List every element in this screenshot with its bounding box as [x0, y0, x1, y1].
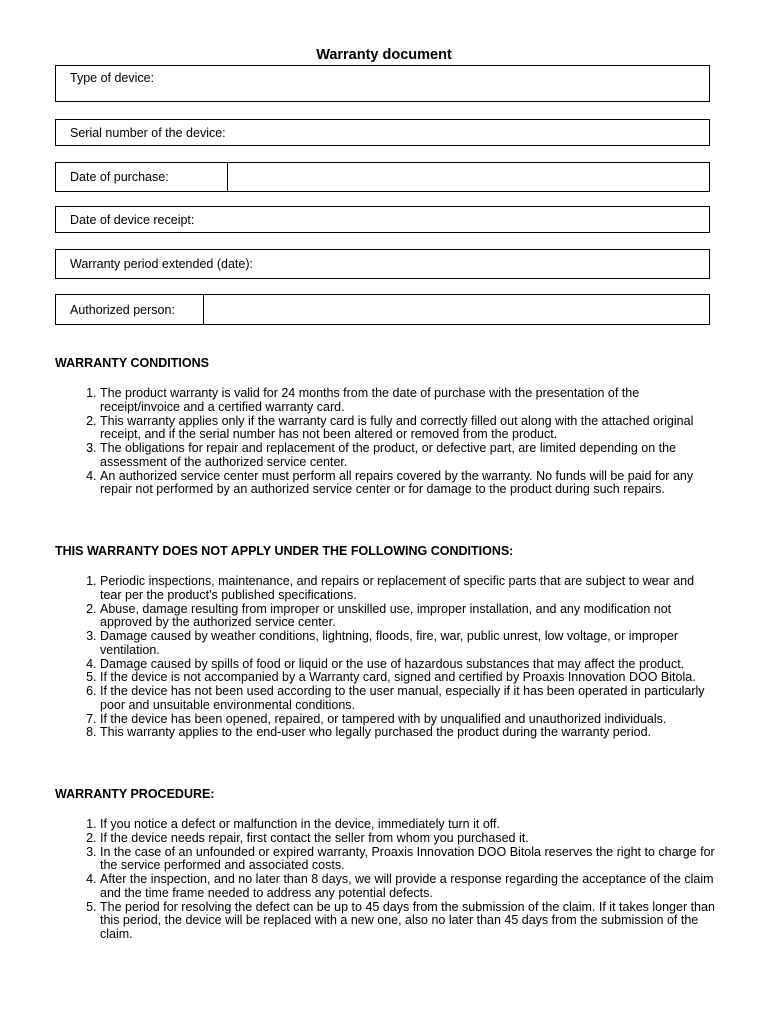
date-of-receipt-field[interactable] [55, 206, 710, 233]
list-item: 2. Abuse, damage resulting from improper or unskilled use, improper installation, and any modification not approved by the authorized service center. [100, 603, 715, 631]
list-item: 1. Periodic inspections, maintenance, and repairs or replacement of specific parts that are subject to wear and tear per the product's published specifications. [100, 575, 715, 603]
list-item: 7. If the device has been opened, repaired, or tampered with by unqualified and unauthorized individuals. [100, 713, 715, 727]
list-item: 1. If you notice a defect or malfunction in the device, immediately turn it off. [100, 818, 715, 832]
authorized-person-label: Authorized person: [70, 302, 175, 317]
list-item: 5. The period for resolving the defect can be up to 45 days from the submission of the claim. If it takes longer than this period, the device will be replaced with a new one, also no later than 45 days from the submission of the claim. [100, 901, 715, 942]
list-item: 1. The product warranty is valid for 24 months from the date of purchase with the presentation of the receipt/invoice and a certified warranty card. [100, 387, 715, 415]
list-item: 8. This warranty applies to the end-user who legally purchased the product during the warranty period. [100, 726, 715, 740]
authorized-person-field [55, 294, 710, 325]
date-of-purchase-value[interactable] [228, 163, 709, 191]
exclusions-heading: THIS WARRANTY DOES NOT APPLY UNDER THE FOLLOWING CONDITIONS: [55, 544, 514, 558]
exclusions-list [55, 575, 715, 740]
list-item: 3. In the case of an unfounded or expired warranty, Proaxis Innovation DOO Bitola reserves the right to charge for the service performed and associated costs. [100, 846, 715, 874]
serial-number-field[interactable] [55, 119, 710, 146]
warranty-conditions-heading: WARRANTY CONDITIONS [55, 356, 209, 370]
date-of-purchase-field [55, 162, 710, 192]
list-item: 3. The obligations for repair and replacement of the product, or defective part, are limited depending on the assessment of the authorized service center. [100, 442, 715, 470]
warranty-extended-field[interactable] [55, 249, 710, 279]
list-item: 4. Damage caused by spills of food or liquid or the use of hazardous substances that may affect the product. [100, 658, 715, 672]
type-of-device-label: Type of device: [70, 71, 155, 85]
warranty-procedure-list [55, 818, 715, 942]
document-title: Warranty document [316, 47, 452, 63]
serial-number-label: Serial number of the device: [70, 125, 226, 140]
warranty-conditions-list [55, 387, 715, 497]
list-item: 5. If the device is not accompanied by a Warranty card, signed and certified by Proaxis Innovation DOO Bitola. [100, 671, 715, 685]
authorized-person-label-cell [56, 295, 204, 324]
type-of-device-field[interactable] [55, 65, 710, 102]
warranty-extended-label: Warranty period extended (date): [70, 257, 253, 271]
date-of-purchase-label-cell [56, 163, 228, 191]
date-of-receipt-label: Date of device receipt: [70, 212, 195, 227]
warranty-procedure-heading: WARRANTY PROCEDURE: [55, 787, 215, 801]
list-item: 2. This warranty applies only if the warranty card is fully and correctly filled out along with the attached original receipt, and if the serial number has not been altered or removed from the product. [100, 415, 715, 443]
authorized-person-value[interactable] [204, 295, 709, 324]
date-of-purchase-label: Date of purchase: [70, 170, 169, 184]
list-item: 4. After the inspection, and no later than 8 days, we will provide a response regarding the acceptance of the claim and the time frame needed to address any potential defects. [100, 873, 715, 901]
list-item: 6. If the device has not been used according to the user manual, especially if it has been operated in particularly poor and unsuitable environmental conditions. [100, 685, 715, 713]
list-item: 4. An authorized service center must perform all repairs covered by the warranty. No funds will be paid for any repair not performed by an authorized service center or for damage to the product during such repairs. [100, 470, 715, 498]
list-item: 3. Damage caused by weather conditions, lightning, floods, fire, war, public unrest, low voltage, or improper ventilation. [100, 630, 715, 658]
list-item: 2. If the device needs repair, first contact the seller from whom you purchased it. [100, 832, 715, 846]
